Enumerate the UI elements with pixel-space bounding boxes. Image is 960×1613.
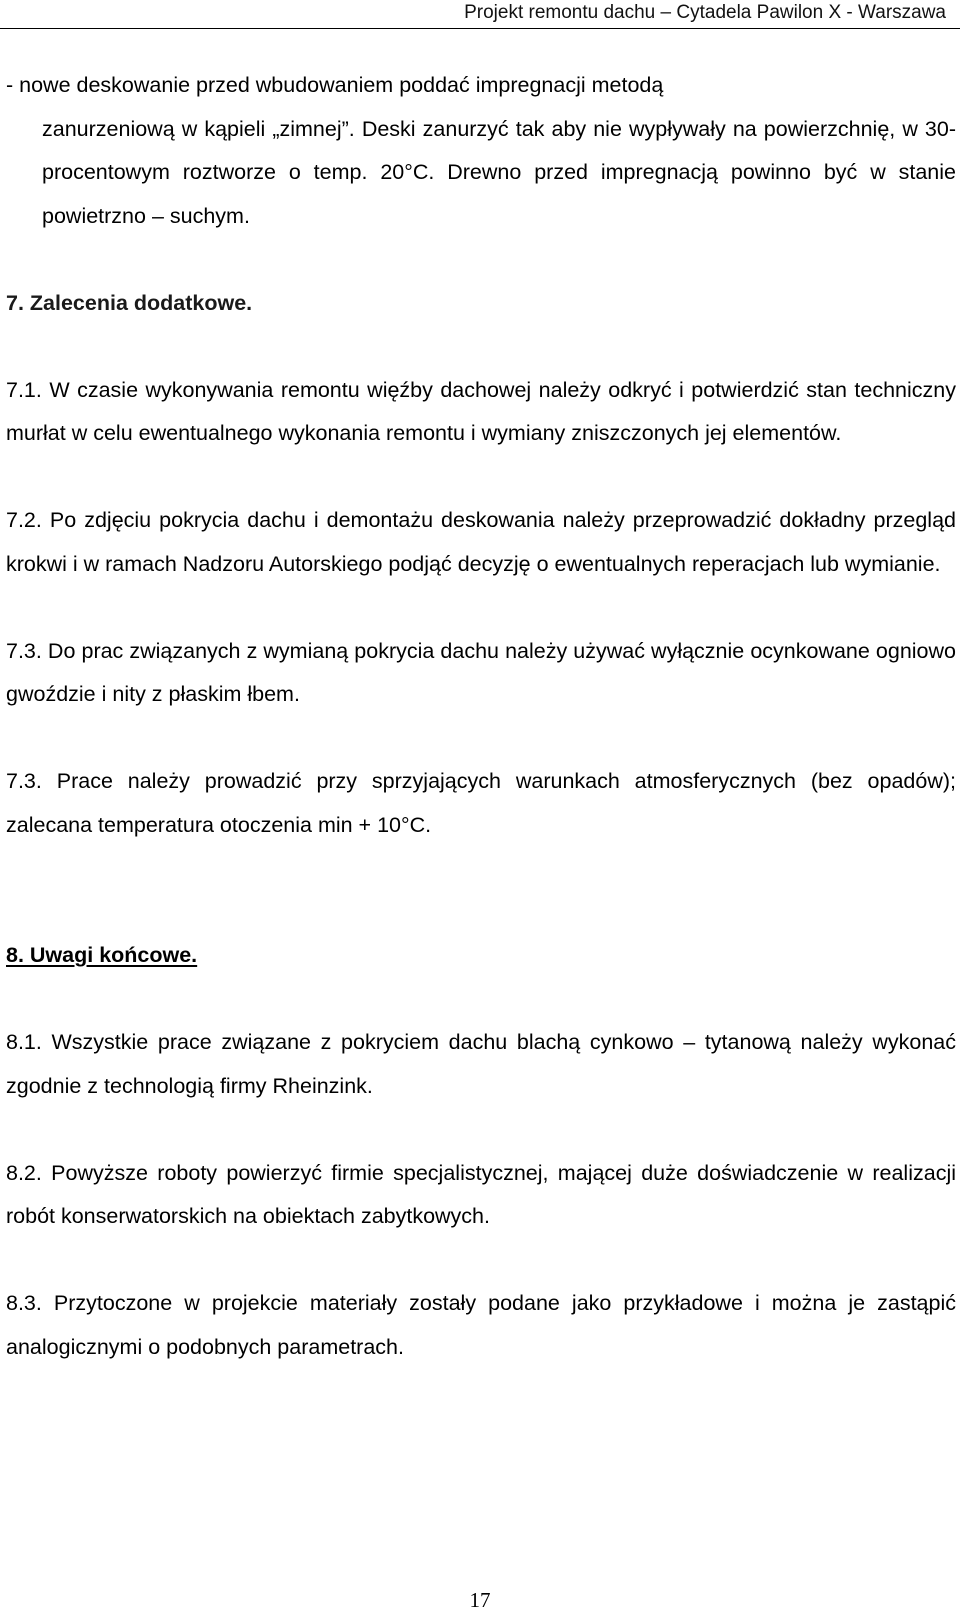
section-7-heading: 7. Zalecenia dodatkowe. bbox=[6, 290, 253, 315]
intro-first-line: - nowe deskowanie przed wbudowaniem poddać impregnacji metodą bbox=[6, 73, 664, 97]
page-number: 17 bbox=[469, 1588, 491, 1612]
section-7-item-1: 7.1. W czasie wykonywania remontu więźby dachowej należy odkryć i potwierdzić stan techniczny murłat w celu ewentualnego wykonania remontu i wymiany zniszczonych jej elementów. bbox=[6, 377, 956, 445]
section-8-item-1: 8.1. Wszystkie prace związane z pokryciem dachu blachą cynkowo – tytanową należy wykonać zgodnie z technologią firmy Rheinzink. bbox=[6, 1030, 956, 1098]
section-8-item-3: 8.3. Przytoczone w projekcie materiały zostały podane jako przykładowe i można je zastąpić analogicznymi o podobnych parametrach. bbox=[6, 1291, 956, 1359]
section-7-item-2: 7.2. Po zdjęciu pokrycia dachu i demontażu deskowania należy przeprowadzić dokładny przegląd krokwi i w ramach Nadzoru Autorskiego podjąć decyzję o ewentualnych reperacjach lub wymianie. bbox=[6, 508, 956, 576]
section-8-heading bbox=[6, 934, 956, 978]
section-7-item-3: 7.3. Do prac związanych z wymianą pokrycia dachu należy używać wyłącznie ocynkowane ogniowo gwoździe i nity z płaskim łbem. bbox=[6, 638, 956, 706]
document-title: Projekt remontu dachu – Cytadela Pawilon X - Warszawa bbox=[464, 2, 946, 23]
section-8-heading-text: 8. Uwagi końcowe. bbox=[6, 943, 198, 967]
section-8-item-2: 8.2. Powyższe roboty powierzyć firmie specjalistycznej, mającej duże doświadczenie w realizacji robót konserwatorskich na obiektach zabytkowych. bbox=[6, 1160, 956, 1228]
intro-paragraph: zanurzeniową w kąpieli „zimnej”. Deski zanurzyć tak aby nie wypływały na powierzchnię, w 30-procentowym roztworze o temp. 20°C. Drewno przed impregnacją powinno być w stanie powietrzno – suchym. bbox=[42, 116, 956, 228]
section-7-item-4: 7.3. Prace należy prowadzić przy sprzyjających warunkach atmosferycznych (bez opadów); zalecana temperatura otoczenia min + 10°C. bbox=[6, 769, 956, 837]
page-header bbox=[0, 0, 960, 29]
document-body bbox=[6, 64, 956, 1369]
